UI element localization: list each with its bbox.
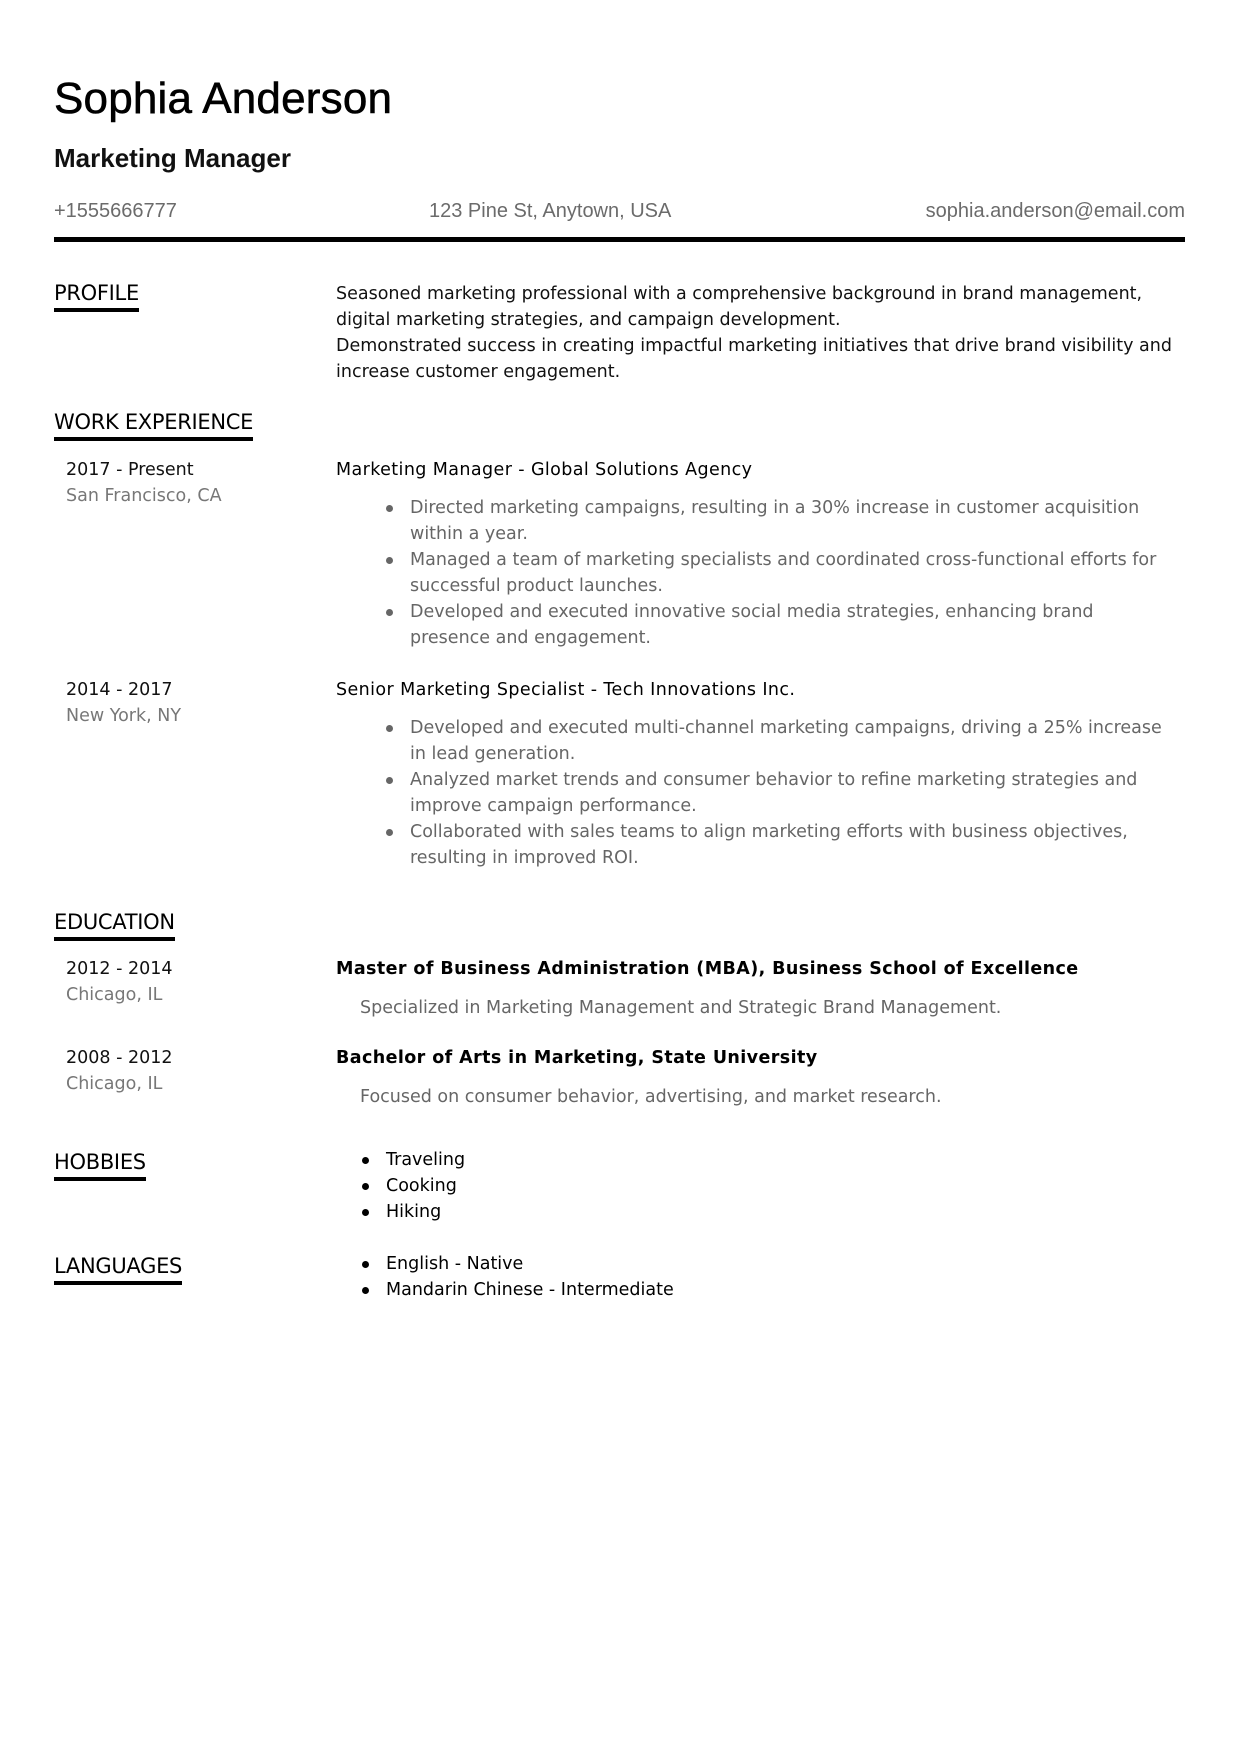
bullet-icon: [386, 725, 393, 732]
education-description: Specialized in Marketing Management and Strategic Brand Management.: [360, 998, 1002, 1018]
list-item: Cooking: [358, 1173, 465, 1199]
work-position: [336, 677, 795, 703]
hobbies-list: [358, 1147, 465, 1225]
profile-line: Seasoned marketing professional with a comprehensive background in brand management, digital marketing strategies, and campaign development.: [336, 284, 1143, 330]
list-item: Collaborated with sales teams to align marketing efforts with business objectives, resulting in improved ROI.: [380, 819, 1170, 871]
work-company: Tech Innovations Inc.: [603, 680, 796, 700]
work-bullets: [380, 495, 1170, 651]
list-item: Analyzed market trends and consumer behavior to refine marketing strategies and improve campaign performance.: [380, 767, 1170, 819]
section-title-hobbies: HOBBIES: [54, 1149, 146, 1181]
languages-list: [358, 1251, 674, 1303]
list-item: Developed and executed innovative social media strategies, enhancing brand presence and engagement.: [380, 599, 1170, 651]
work-location: San Francisco, CA: [66, 486, 222, 506]
candidate-name: Sophia Anderson: [54, 74, 393, 123]
section-title-education: EDUCATION: [54, 909, 175, 941]
title-separator: -: [584, 680, 604, 700]
bullet-icon: [386, 609, 393, 616]
work-location: New York, NY: [66, 706, 182, 726]
list-item: Directed marketing campaigns, resulting in a 30% increase in customer acquisition within a year.: [380, 495, 1170, 547]
list-item: English - Native: [358, 1251, 674, 1277]
bullet-icon: [386, 777, 393, 784]
list-item: Traveling: [358, 1147, 465, 1173]
candidate-job-title: Marketing Manager: [54, 143, 291, 173]
education-description: Focused on consumer behavior, advertising, and market research.: [360, 1087, 942, 1107]
contact-phone: +1555666777: [54, 200, 177, 222]
list-item: Hiking: [358, 1199, 465, 1225]
education-degree: Bachelor of Arts in Marketing, State University: [336, 1048, 818, 1068]
list-item: Managed a team of marketing specialists and coordinated cross-functional efforts for successful product launches.: [380, 547, 1170, 599]
work-bullets: [380, 715, 1170, 871]
work-company: Global Solutions Agency: [530, 460, 753, 480]
bullet-icon: [362, 1209, 369, 1216]
bullet-icon: [362, 1287, 369, 1294]
list-item: Developed and executed multi-channel marketing campaigns, driving a 25% increase in lead generation.: [380, 715, 1170, 767]
bullet-icon: [362, 1183, 369, 1190]
bullet-icon: [386, 557, 393, 564]
work-dates: 2014 - 2017: [66, 680, 173, 700]
work-position: [336, 457, 752, 483]
work-role: Senior Marketing Specialist: [336, 680, 585, 700]
bullet-icon: [362, 1157, 369, 1164]
section-title-profile: PROFILE: [54, 280, 139, 312]
bullet-icon: [386, 505, 393, 512]
contact-email: sophia.anderson@email.com: [925, 200, 1185, 222]
bullet-icon: [386, 829, 393, 836]
bullet-icon: [362, 1261, 369, 1268]
header-divider: [54, 237, 1185, 242]
profile-line: Demonstrated success in creating impactful marketing initiatives that drive brand visibility and increase customer engagement.: [336, 336, 1172, 382]
contact-address: 123 Pine St, Anytown, USA: [429, 200, 672, 222]
education-location: Chicago, IL: [66, 1074, 163, 1094]
section-title-languages: LANGUAGES: [54, 1253, 182, 1285]
work-dates: 2017 - Present: [66, 460, 194, 480]
title-separator: -: [512, 460, 531, 480]
section-title-work-experience: WORK EXPERIENCE: [54, 409, 253, 441]
education-dates: 2012 - 2014: [66, 959, 173, 979]
education-location: Chicago, IL: [66, 985, 163, 1005]
education-dates: 2008 - 2012: [66, 1048, 173, 1068]
list-item: Mandarin Chinese - Intermediate: [358, 1277, 674, 1303]
profile-summary: [336, 281, 1176, 385]
work-role: Marketing Manager: [336, 460, 513, 480]
contact-row: [54, 200, 1185, 230]
education-degree: Master of Business Administration (MBA), Business School of Excellence: [336, 959, 1079, 979]
